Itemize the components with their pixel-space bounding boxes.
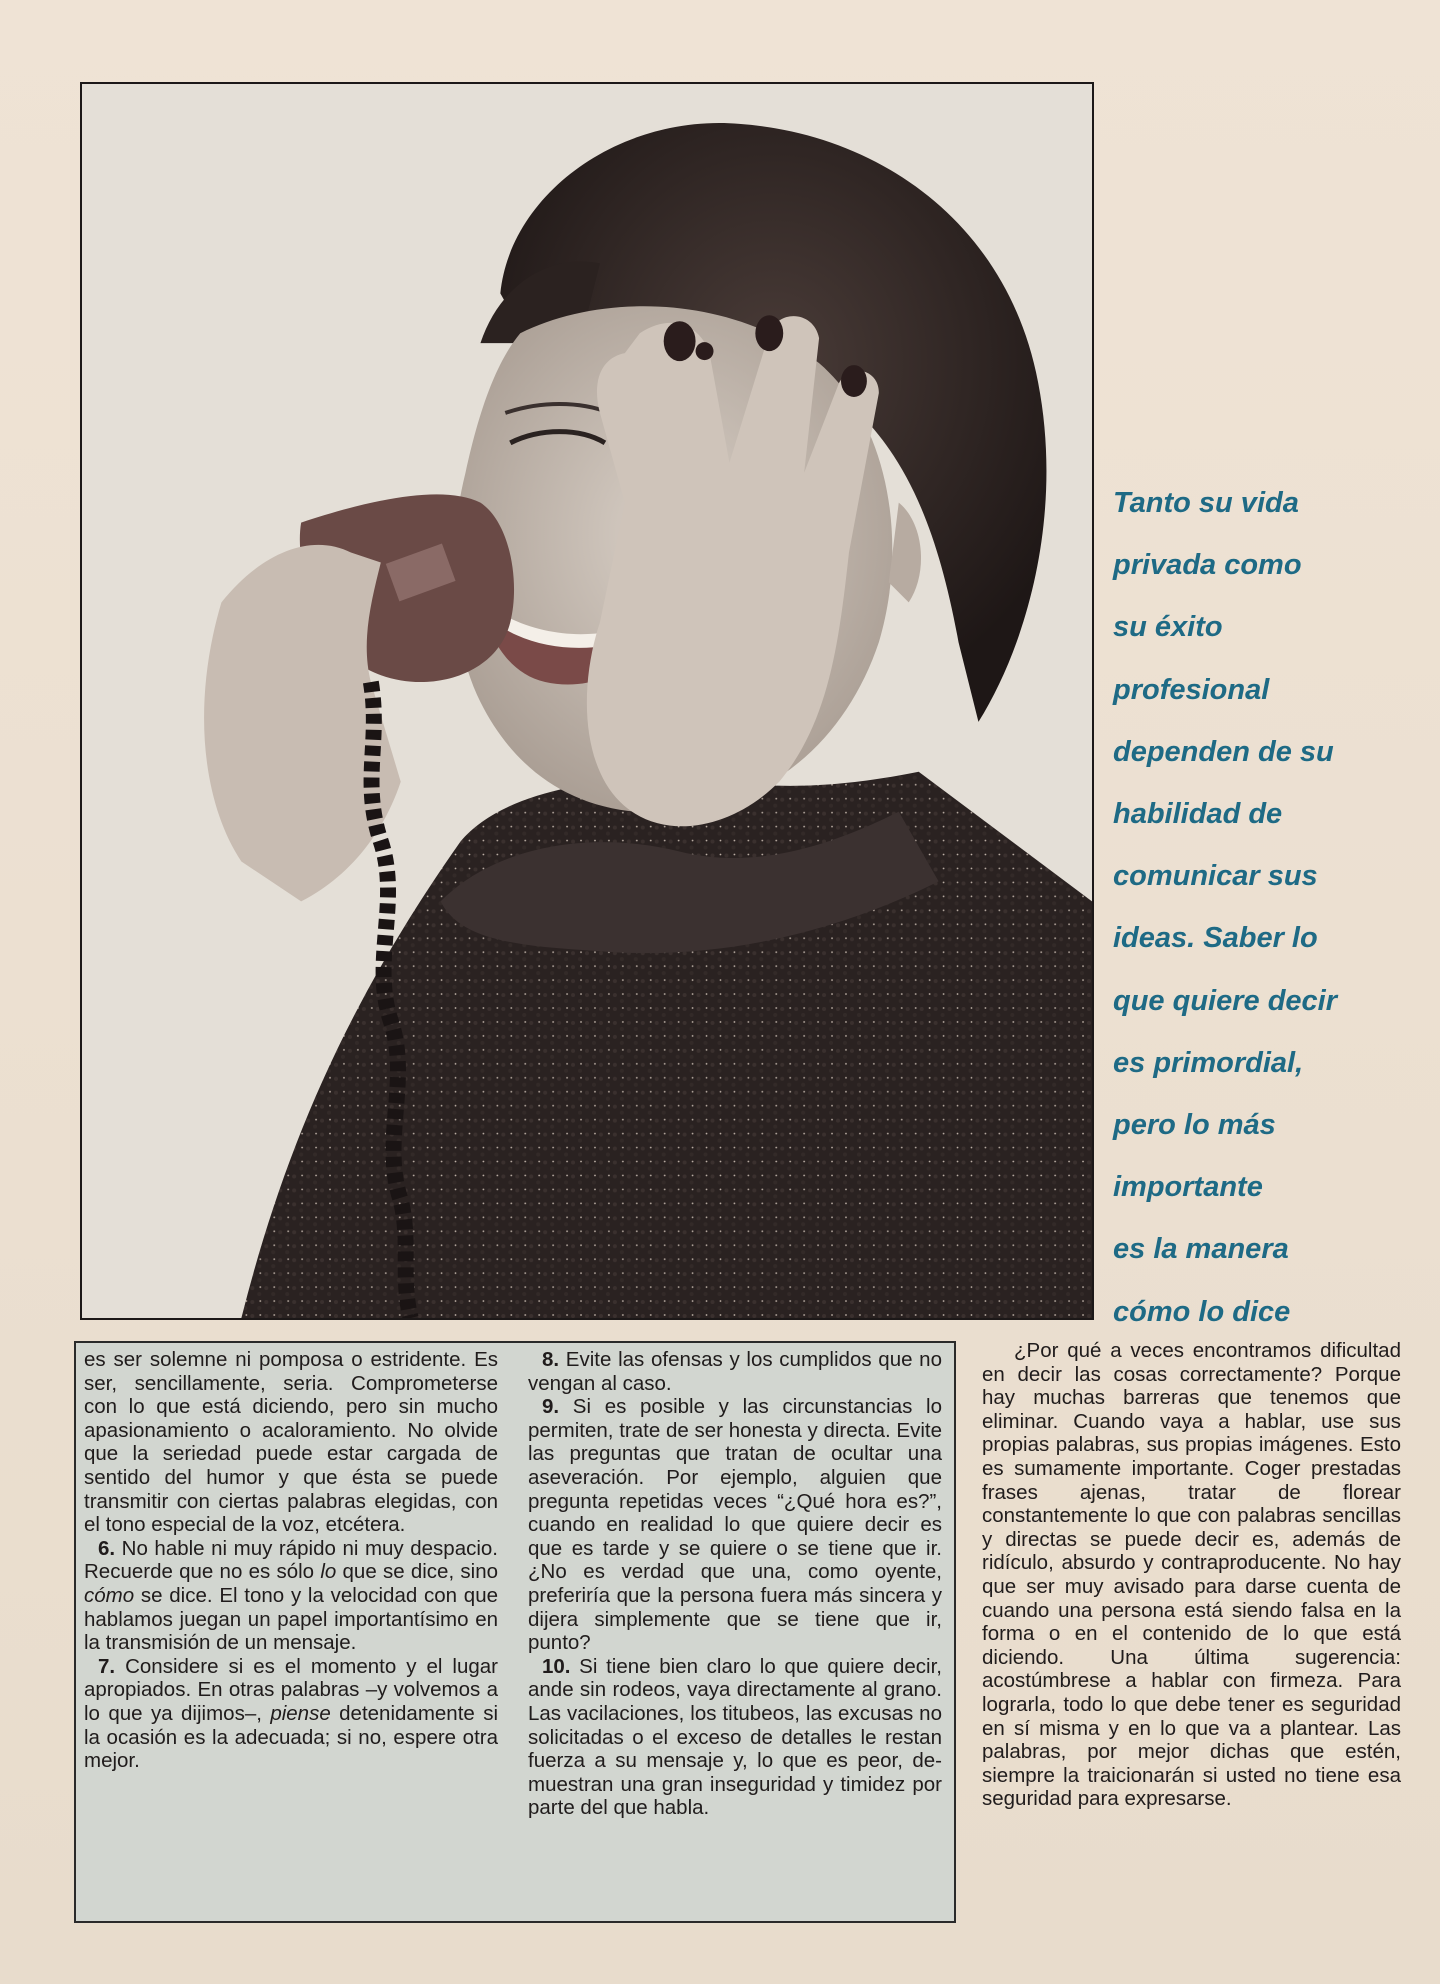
tip-text: No hable ni muy rápido ni muy despacio. Recuerde que no es sólo	[84, 1536, 498, 1584]
pull-quote-line: pero lo más	[1113, 1109, 1276, 1142]
article-paragraph: ¿Por qué a veces encontramos dificultad en decir las cosas correctamente? Porque hay muchas barreras que tenemos que eliminar. Cuando vaya a hablar, use sus propias palabras, sus propias imágenes. Esto es sumamente importante. Coger prestadas frases ajenas, tratar de florear constantemente lo que con palabras sencillas y directas se puede decir es, además de ridículo, absurdo y contraproducente. No hay que ser muy avisado para darse cuenta de cuando una persona está siendo falsa en la forma o en el contenido de lo que está diciendo. Una última sugerencia: acostúmbrese a hablar con firmeza. Para lograrla, todo lo que debe tener es seguridad en sí misma y en lo que va a plantear. Las palabras, por mejor dichas que estén, siempre la traicionarán si usted no tiene esa seguridad para expresarse.	[982, 1339, 1401, 1811]
tip-7	[84, 1655, 498, 1773]
tip-text: Si tiene bien claro lo que quiere decir, ande sin rodeos, vaya directamente al grano. Las vacilaciones, los titubeos, las excusas no solicitadas o el exceso de detalles le restan fuerza a su mensaje y, lo que es peor, demuestran una gran inseguridad y timidez por parte del que habla.	[528, 1654, 942, 1820]
tip-9	[528, 1395, 942, 1655]
tip-emphasis: cómo	[84, 1583, 135, 1607]
pull-quote-line: su éxito	[1113, 611, 1223, 644]
pull-quote-line: ideas. Saber lo	[1113, 922, 1318, 955]
tip-8	[528, 1348, 942, 1395]
tip-number: 6.	[98, 1536, 116, 1560]
tips-column-1	[84, 1348, 498, 1773]
tips-column-2	[528, 1348, 942, 1820]
photo-illustration	[82, 84, 1092, 1318]
tip-number: 10.	[542, 1654, 571, 1678]
pull-quote-line: privada como	[1113, 549, 1302, 582]
pull-quote-line: es la manera	[1113, 1233, 1289, 1266]
article-column	[982, 1339, 1401, 1811]
tip-text: Considere si es el momento y el lugar apropiados. En otras palabras –y volvemos a lo que ya dijimos–,	[84, 1654, 498, 1725]
tips-paragraph: es ser solemne ni pomposa o estridente. Es ser, sencillamente, seria. Comprometerse con lo que está diciendo, pero sin mucho apasionamiento o acaloramiento. No olvide que la seriedad puede estar cargada de sentido del humor y que ésta se puede transmitir con ciertas palabras elegidas, con el tono especial de la voz, etcétera.	[84, 1348, 498, 1537]
tip-text: detenidamente si la ocasión es la adecuada; si no, espere otra mejor.	[84, 1701, 498, 1773]
pull-quote-line: Tanto su vida	[1113, 487, 1299, 519]
pull-quote-line: que quiere decir	[1113, 984, 1338, 1017]
pull-quote-line: es primordial,	[1113, 1046, 1304, 1079]
tip-10	[528, 1655, 942, 1820]
pull-quote	[1113, 472, 1433, 1343]
tip-text: se dice. El tono y la velocidad con que hablamos juegan un papel importantísimo en la transmisión de un mensaje.	[84, 1583, 498, 1655]
tip-number: 9.	[542, 1395, 560, 1419]
tip-emphasis: lo	[320, 1560, 337, 1584]
pull-quote-line: importante	[1113, 1171, 1263, 1204]
pull-quote-line: habilidad de	[1113, 798, 1283, 831]
pull-quote-line: dependen de su	[1113, 735, 1334, 768]
pull-quote-line: comunicar sus	[1113, 860, 1318, 893]
tip-text: Evite las ofensas y los cumplidos que no vengan al caso.	[528, 1348, 942, 1395]
tip-text: Si es posible y las circunstancias lo permiten, trate de ser honesta y directa. Evite las preguntas que tratan de ocultar una aseveración. Por ejemplo, alguien que pregunta repetidas veces “¿Qué hora es?”, cuando en realidad lo que quiere decir es que es tarde y se quiere o se tiene que ir. ¿No es verdad que una, como oyente, preferiría que la persona fuera más sincera y dijera simplemente que se tiene que ir, punto?	[528, 1395, 942, 1655]
tip-text: que se dice, sino	[336, 1560, 498, 1584]
tip-emphasis: piense	[270, 1701, 331, 1725]
pull-quote-line: profesional	[1113, 673, 1270, 706]
tip-number: 7.	[98, 1654, 116, 1678]
photo-woman-on-telephone	[80, 82, 1094, 1320]
tip-6	[84, 1537, 498, 1655]
pull-quote-line: cómo lo dice	[1113, 1295, 1291, 1328]
tip-number: 8.	[542, 1348, 560, 1371]
